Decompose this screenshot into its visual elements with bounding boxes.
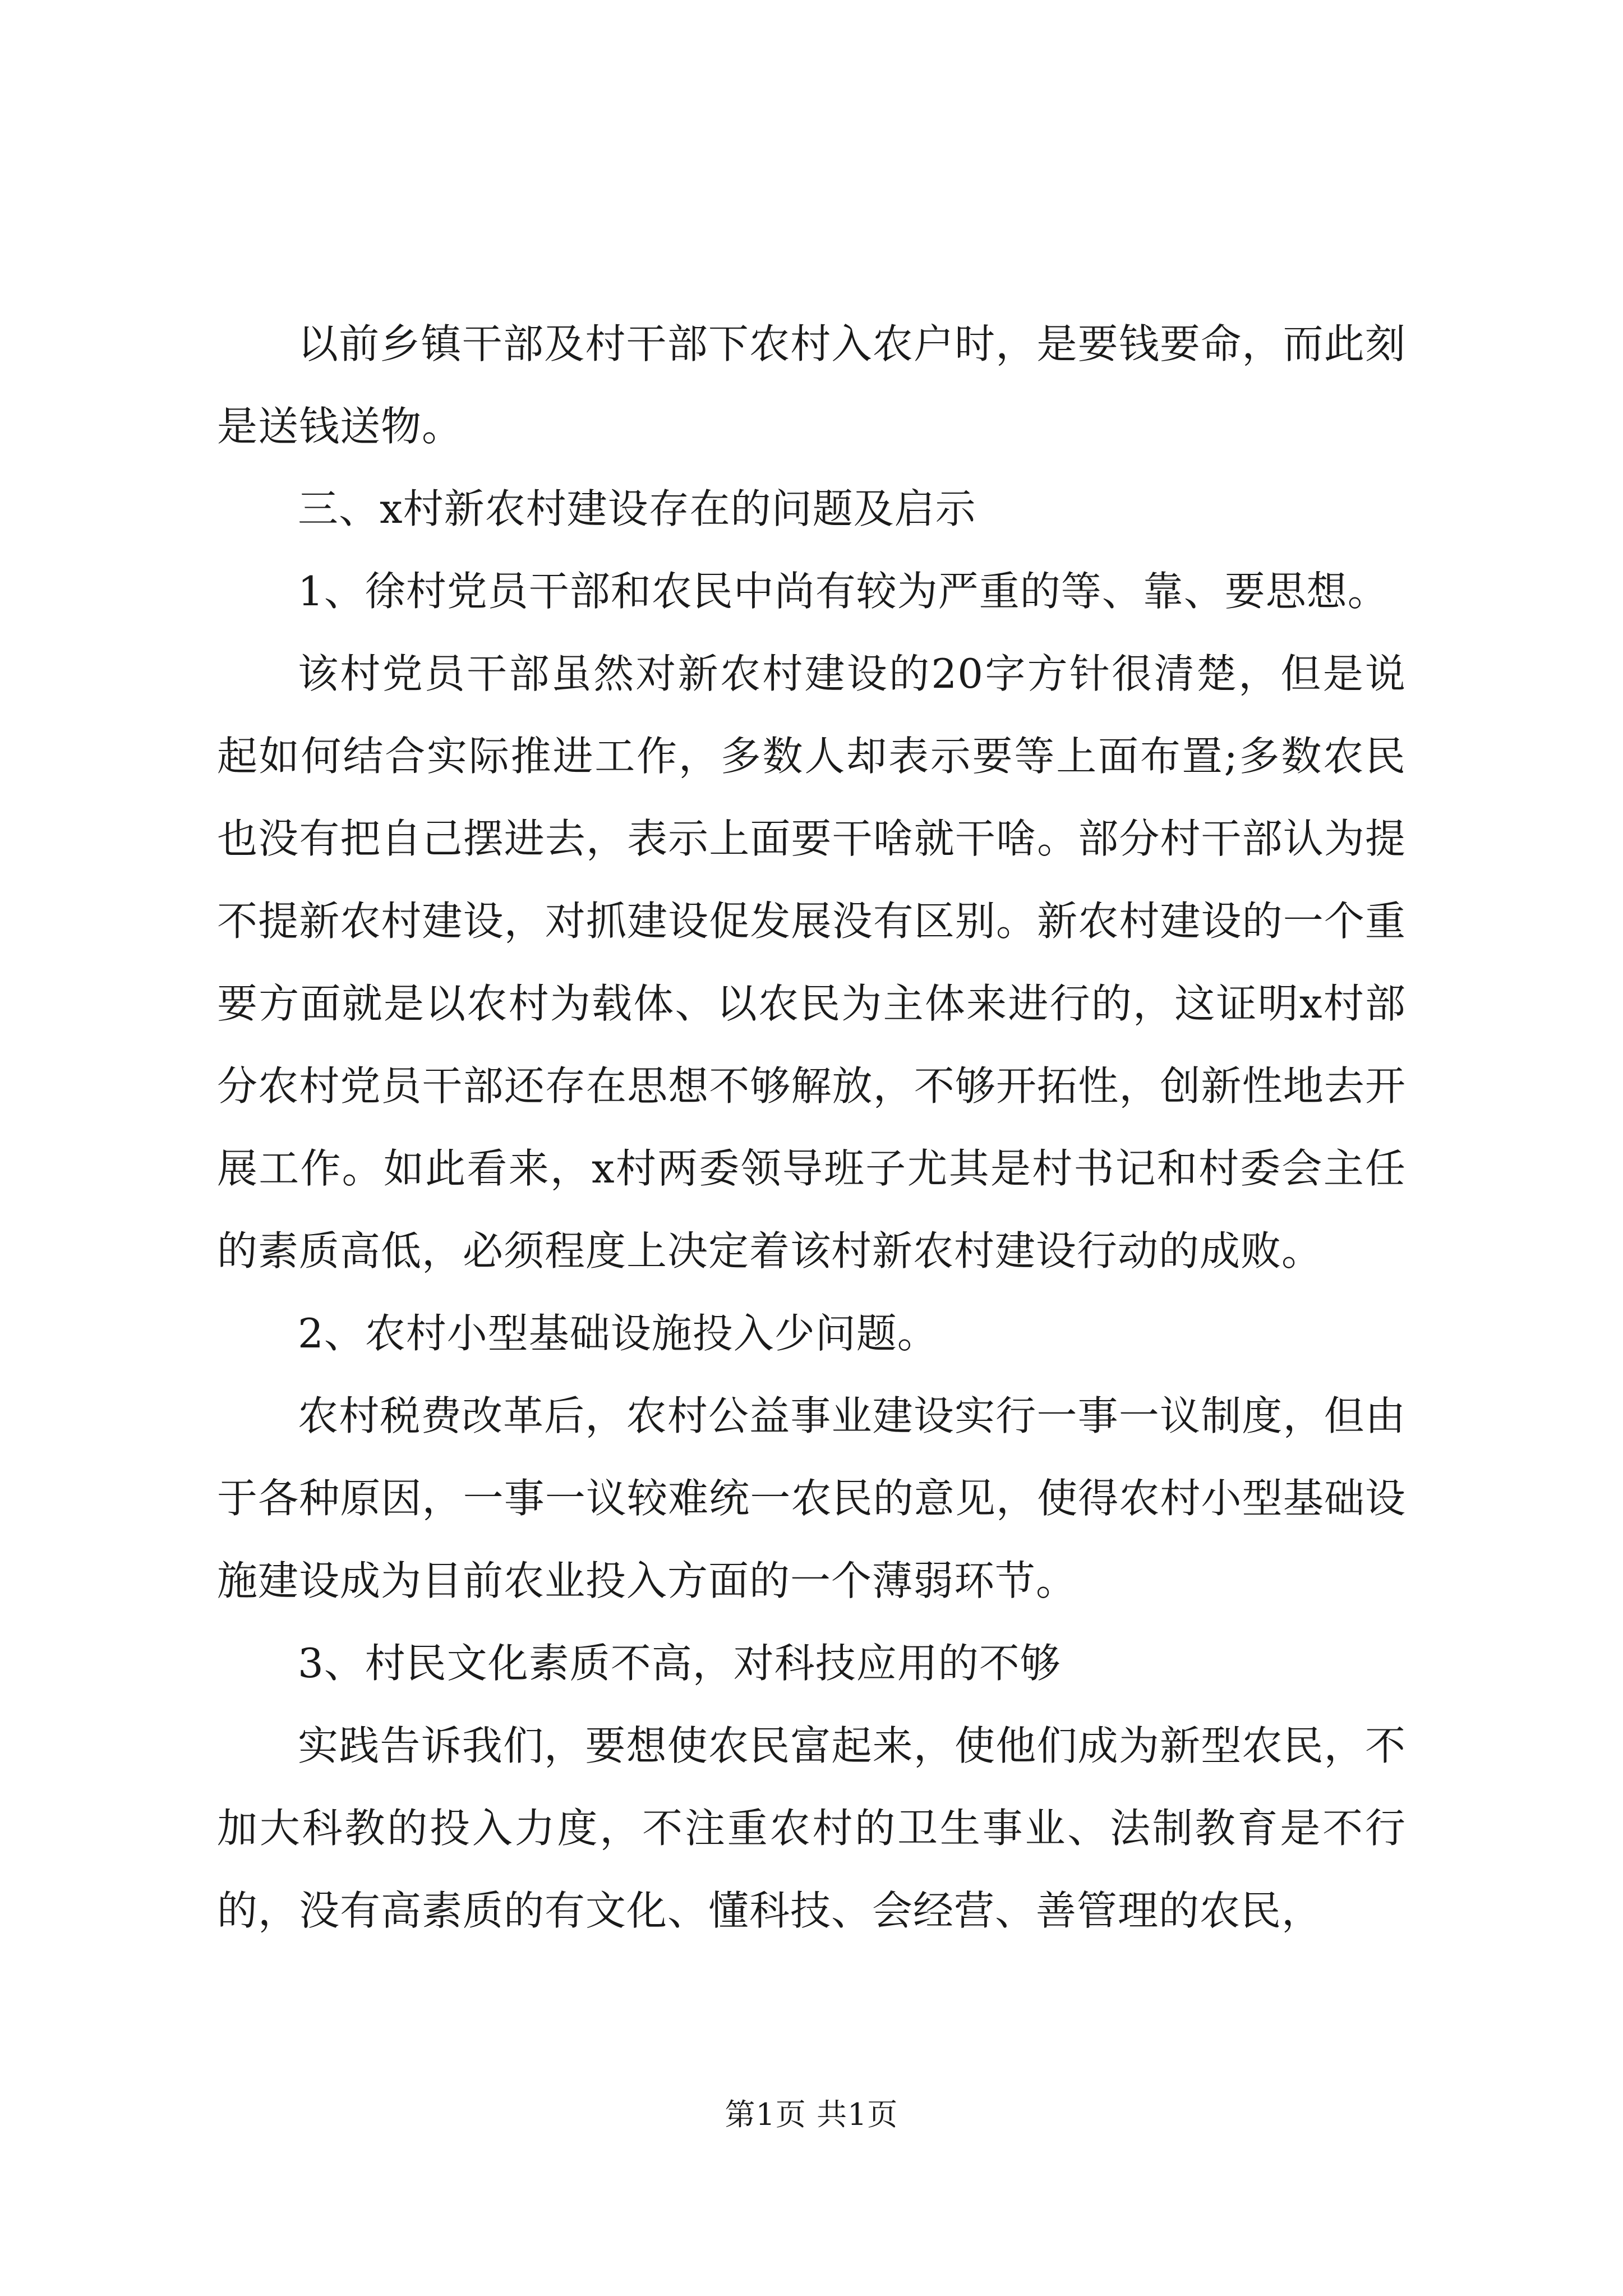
subheading-2: 2、农村小型基础设施投入少问题。 [298,1310,938,1357]
paragraph-2: 农村税费改革后，农村公益事业建设实行一事一议制度，但由于各种原因，一事一议较难统一农民的意见，使得农村小型基础设施建设成为目前农业投入方面的一个薄弱环节。 [217,1392,1406,1604]
page-footer: 第1页 共1页 [725,2097,898,2132]
paragraph-1: 该村党员干部虽然对新农村建设的20字方针很清楚，但是说起如何结合实际推进工作，多数人却表示要等上面布置;多数农民也没有把自己摆进去，表示上面要干啥就干啥。部分村干部认为提不提新农村建设，对抓建设促发展没有区别。新农村建设的一个重要方面就是以农村为载体、以农民为主体来进行的，这证明x村部分农村党员干部还存在思想不够解放，不够开拓性，创新性地去开展工作。如此看来，x村两委领导班子尤其是村书记和村委会主任的素质高低，必须程度上决定着该村新农村建设行动的成败。 [217,650,1406,1274]
paragraph-intro: 以前乡镇干部及村干部下农村入农户时，是要钱要命，而此刻是送钱送物。 [217,320,1406,450]
document-body [217,303,1406,1952]
subheading-3: 3、村民文化素质不高，对科技应用的不够 [298,1640,1061,1687]
paragraph-3: 实践告诉我们，要想使农民富起来，使他们成为新型农民，不加大科教的投入力度，不注重农村的卫生事业、法制教育是不行的，没有高素质的有文化、懂科技、会经营、善管理的农民， [217,1722,1406,1934]
subheading-1: 1、徐村党员干部和农民中尚有较为严重的等、靠、要思想。 [298,568,1389,615]
section-heading: 三、x村新农村建设存在的问题及启示 [298,485,976,532]
